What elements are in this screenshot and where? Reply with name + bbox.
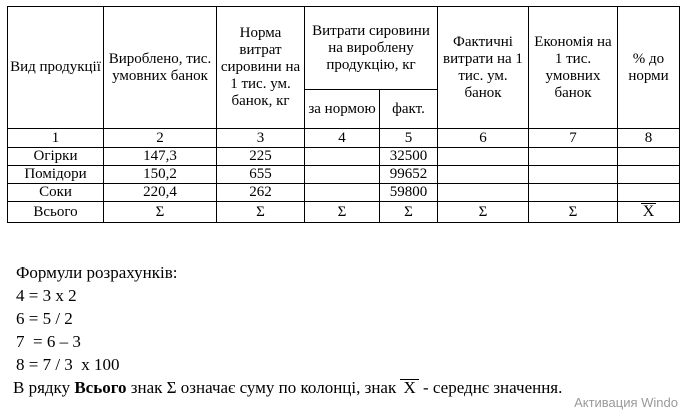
cell-raw-norm [305, 184, 380, 202]
column-numbers-row [8, 129, 680, 148]
header-product: Вид продукції [8, 7, 104, 129]
header-percent: % до норми [618, 7, 680, 129]
header-raw-norm: за нормою [305, 90, 380, 129]
cell-product: Соки [8, 184, 104, 202]
cell-saving [529, 148, 618, 166]
cell-product: Помідори [8, 166, 104, 184]
cell-product: Огірки [8, 148, 104, 166]
cell-percent [618, 184, 680, 202]
sum-symbol: Σ [380, 202, 438, 223]
cell-norm: 655 [217, 166, 305, 184]
cell-raw-fact: 32500 [380, 148, 438, 166]
column-number: 3 [217, 129, 305, 148]
column-number: 6 [438, 129, 529, 148]
cell-norm: 225 [217, 148, 305, 166]
header-saving: Економія на 1 тис. умовних банок [529, 7, 618, 129]
sum-symbol: Σ [305, 202, 380, 223]
cell-percent [618, 148, 680, 166]
sum-symbol: Σ [104, 202, 217, 223]
total-row [8, 202, 680, 223]
header-raw-cost-group: Витрати сировини на вироблену продукцію, кг [305, 7, 438, 90]
cell-produced: 150,2 [104, 166, 217, 184]
formulas-title: Формули розрахунків: [16, 263, 178, 282]
column-number: 7 [529, 129, 618, 148]
formula-line: 7 = 6 – 3 [16, 332, 81, 351]
cell-produced: 147,3 [104, 148, 217, 166]
table-row [8, 148, 680, 166]
cell-raw-norm [305, 166, 380, 184]
mean-cell [618, 202, 680, 223]
formula-line: 8 = 7 / 3 х 100 [16, 355, 120, 374]
cell-raw-fact: 99652 [380, 166, 438, 184]
cell-saving [529, 184, 618, 202]
legend-prefix: В рядку [13, 378, 75, 397]
legend-suffix: - середнє значення. [418, 378, 563, 397]
table-row [8, 166, 680, 184]
production-table [7, 6, 680, 223]
legend-explanation [13, 376, 562, 399]
cell-actual [438, 148, 529, 166]
cell-saving [529, 166, 618, 184]
header-actual-cost: Фактичні витрати на 1 тис. ум. банок [438, 7, 529, 129]
column-number: 5 [380, 129, 438, 148]
column-number: 1 [8, 129, 104, 148]
cell-actual [438, 166, 529, 184]
activation-watermark: Активация Windo [574, 395, 678, 410]
cell-percent [618, 166, 680, 184]
column-number: 8 [618, 129, 680, 148]
formula-line: 6 = 5 / 2 [16, 309, 73, 328]
column-number: 4 [305, 129, 380, 148]
total-label: Всього [8, 202, 104, 223]
legend-middle: знак Σ означає суму по колонці, знак [126, 378, 401, 397]
header-raw-fact: факт. [380, 90, 438, 129]
sum-symbol: Σ [217, 202, 305, 223]
column-number: 2 [104, 129, 217, 148]
cell-norm: 262 [217, 184, 305, 202]
cell-produced: 220,4 [104, 184, 217, 202]
formulas-block [16, 261, 177, 376]
header-norm: Норма витрат сировини на 1 тис. ум. банок, кг [217, 7, 305, 129]
sum-symbol: Σ [438, 202, 529, 223]
mean-symbol: X [642, 203, 655, 220]
header-produced: Вироблено, тис. умовних банок [104, 7, 217, 129]
cell-actual [438, 184, 529, 202]
sum-symbol: Σ [529, 202, 618, 223]
cell-raw-fact: 59800 [380, 184, 438, 202]
table-row [8, 184, 680, 202]
cell-raw-norm [305, 148, 380, 166]
formula-line: 4 = 3 х 2 [16, 286, 77, 305]
mean-symbol: X [400, 379, 418, 395]
legend-bold-word: Всього [74, 378, 127, 397]
